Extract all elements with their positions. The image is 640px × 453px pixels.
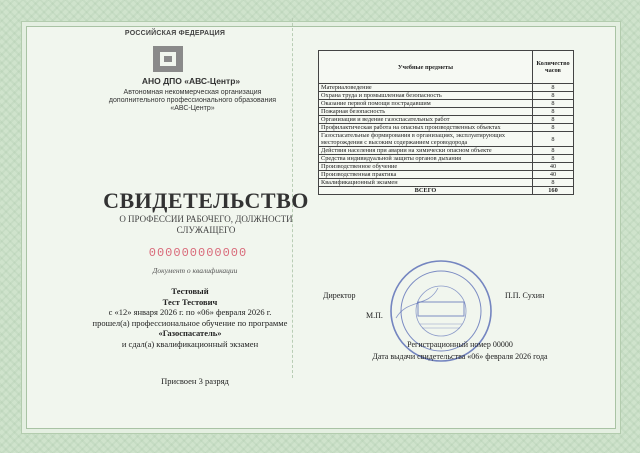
org-name: АНО ДПО «АВС-Центр» <box>141 76 241 86</box>
certificate-number: 000000000000 <box>148 246 248 260</box>
org-description: Автономная некоммерческая организация дополнительного профессионального образования «АВС-Центр» <box>108 89 277 112</box>
exam-text: и сдал(а) квалификационный экзамен <box>121 338 259 349</box>
hours-cell: 8 <box>533 179 574 187</box>
subject-cell: Оказание первой помощи пострадавшим <box>319 100 533 108</box>
table-row <box>319 147 574 155</box>
subjects-table <box>318 50 574 195</box>
hours-cell: 8 <box>533 132 574 147</box>
program-name: «Газоспасатель» <box>158 328 222 338</box>
certificate-title: СВИДЕТЕЛЬСТВО <box>103 188 309 213</box>
hours-cell: 8 <box>533 155 574 163</box>
subject-cell: Квалификационный экзамен <box>319 179 533 187</box>
table-header-row <box>319 51 574 84</box>
hours-cell: 8 <box>533 92 574 100</box>
holder-surname: Тестовый <box>171 286 209 296</box>
table-row <box>319 155 574 163</box>
hours-cell: 8 <box>533 116 574 124</box>
document-type: Документ о квалификации <box>152 266 238 275</box>
subject-cell: Пожарная безопасность <box>319 108 533 116</box>
subject-cell: Газоспасательные формирования в организациях, эксплуатирующих месторождения с высоким содержанием сероводорода <box>319 132 533 147</box>
table-row <box>319 132 574 147</box>
table-total-row <box>319 187 574 195</box>
hours-cell: 8 <box>533 124 574 132</box>
table-row <box>319 179 574 187</box>
hours-cell: 8 <box>533 100 574 108</box>
training-text: прошел(а) профессиональное обучение по программе <box>92 317 288 328</box>
hours-cell: 8 <box>533 108 574 116</box>
table-row <box>319 108 574 116</box>
hours-cell: 40 <box>533 171 574 179</box>
issue-date: Дата выдачи свидетельства «06» февраля 2026 года <box>372 352 548 361</box>
table-row <box>319 84 574 92</box>
header-subjects: Учебные предметы <box>319 51 533 84</box>
table-row <box>319 124 574 132</box>
total-label: ВСЕГО <box>319 187 533 195</box>
seal-place-label: М.П. <box>366 311 383 320</box>
total-hours: 160 <box>533 187 574 195</box>
hours-cell: 8 <box>533 147 574 155</box>
hours-cell: 40 <box>533 163 574 171</box>
header-hours: Количество часов <box>533 51 574 84</box>
subject-cell: Действия населения при аварии на химически опасном объекте <box>319 147 533 155</box>
table-row <box>319 171 574 179</box>
subject-cell: Материаловедение <box>319 84 533 92</box>
director-label: Директор <box>323 291 356 300</box>
training-period: с «12» января 2026 г. по «06» февраля 2026 г. <box>108 307 272 317</box>
subject-cell: Охрана труда и промышленная безопасность <box>319 92 533 100</box>
registration-number: Регистрационный номер 00000 <box>407 340 513 349</box>
certificate-subtitle: О ПРОФЕССИИ РАБОЧЕГО, ДОЛЖНОСТИ СЛУЖАЩЕГО <box>119 214 293 235</box>
subject-cell: Производственное обучение <box>319 163 533 171</box>
subject-cell: Средства индивидуальной защиты органов дыхания <box>319 155 533 163</box>
holder-name: Тест Тестович <box>162 296 218 307</box>
subject-cell: Организация и ведение газоспасательных работ <box>319 116 533 124</box>
hours-cell: 8 <box>533 84 574 92</box>
subject-cell: Производственная практика <box>319 171 533 179</box>
table-row <box>319 100 574 108</box>
table-row <box>319 116 574 124</box>
director-name: П.П. Сухин <box>505 291 545 300</box>
federation-label: РОССИЙСКАЯ ФЕДЕРАЦИЯ <box>124 30 226 37</box>
subject-cell: Профилактическая работа на опасных производственных объектах <box>319 124 533 132</box>
rank-text: Присвоен 3 разряд <box>161 376 229 386</box>
table-row <box>319 92 574 100</box>
holder-block <box>60 286 320 349</box>
table-row <box>319 163 574 171</box>
org-logo-icon <box>151 44 185 74</box>
